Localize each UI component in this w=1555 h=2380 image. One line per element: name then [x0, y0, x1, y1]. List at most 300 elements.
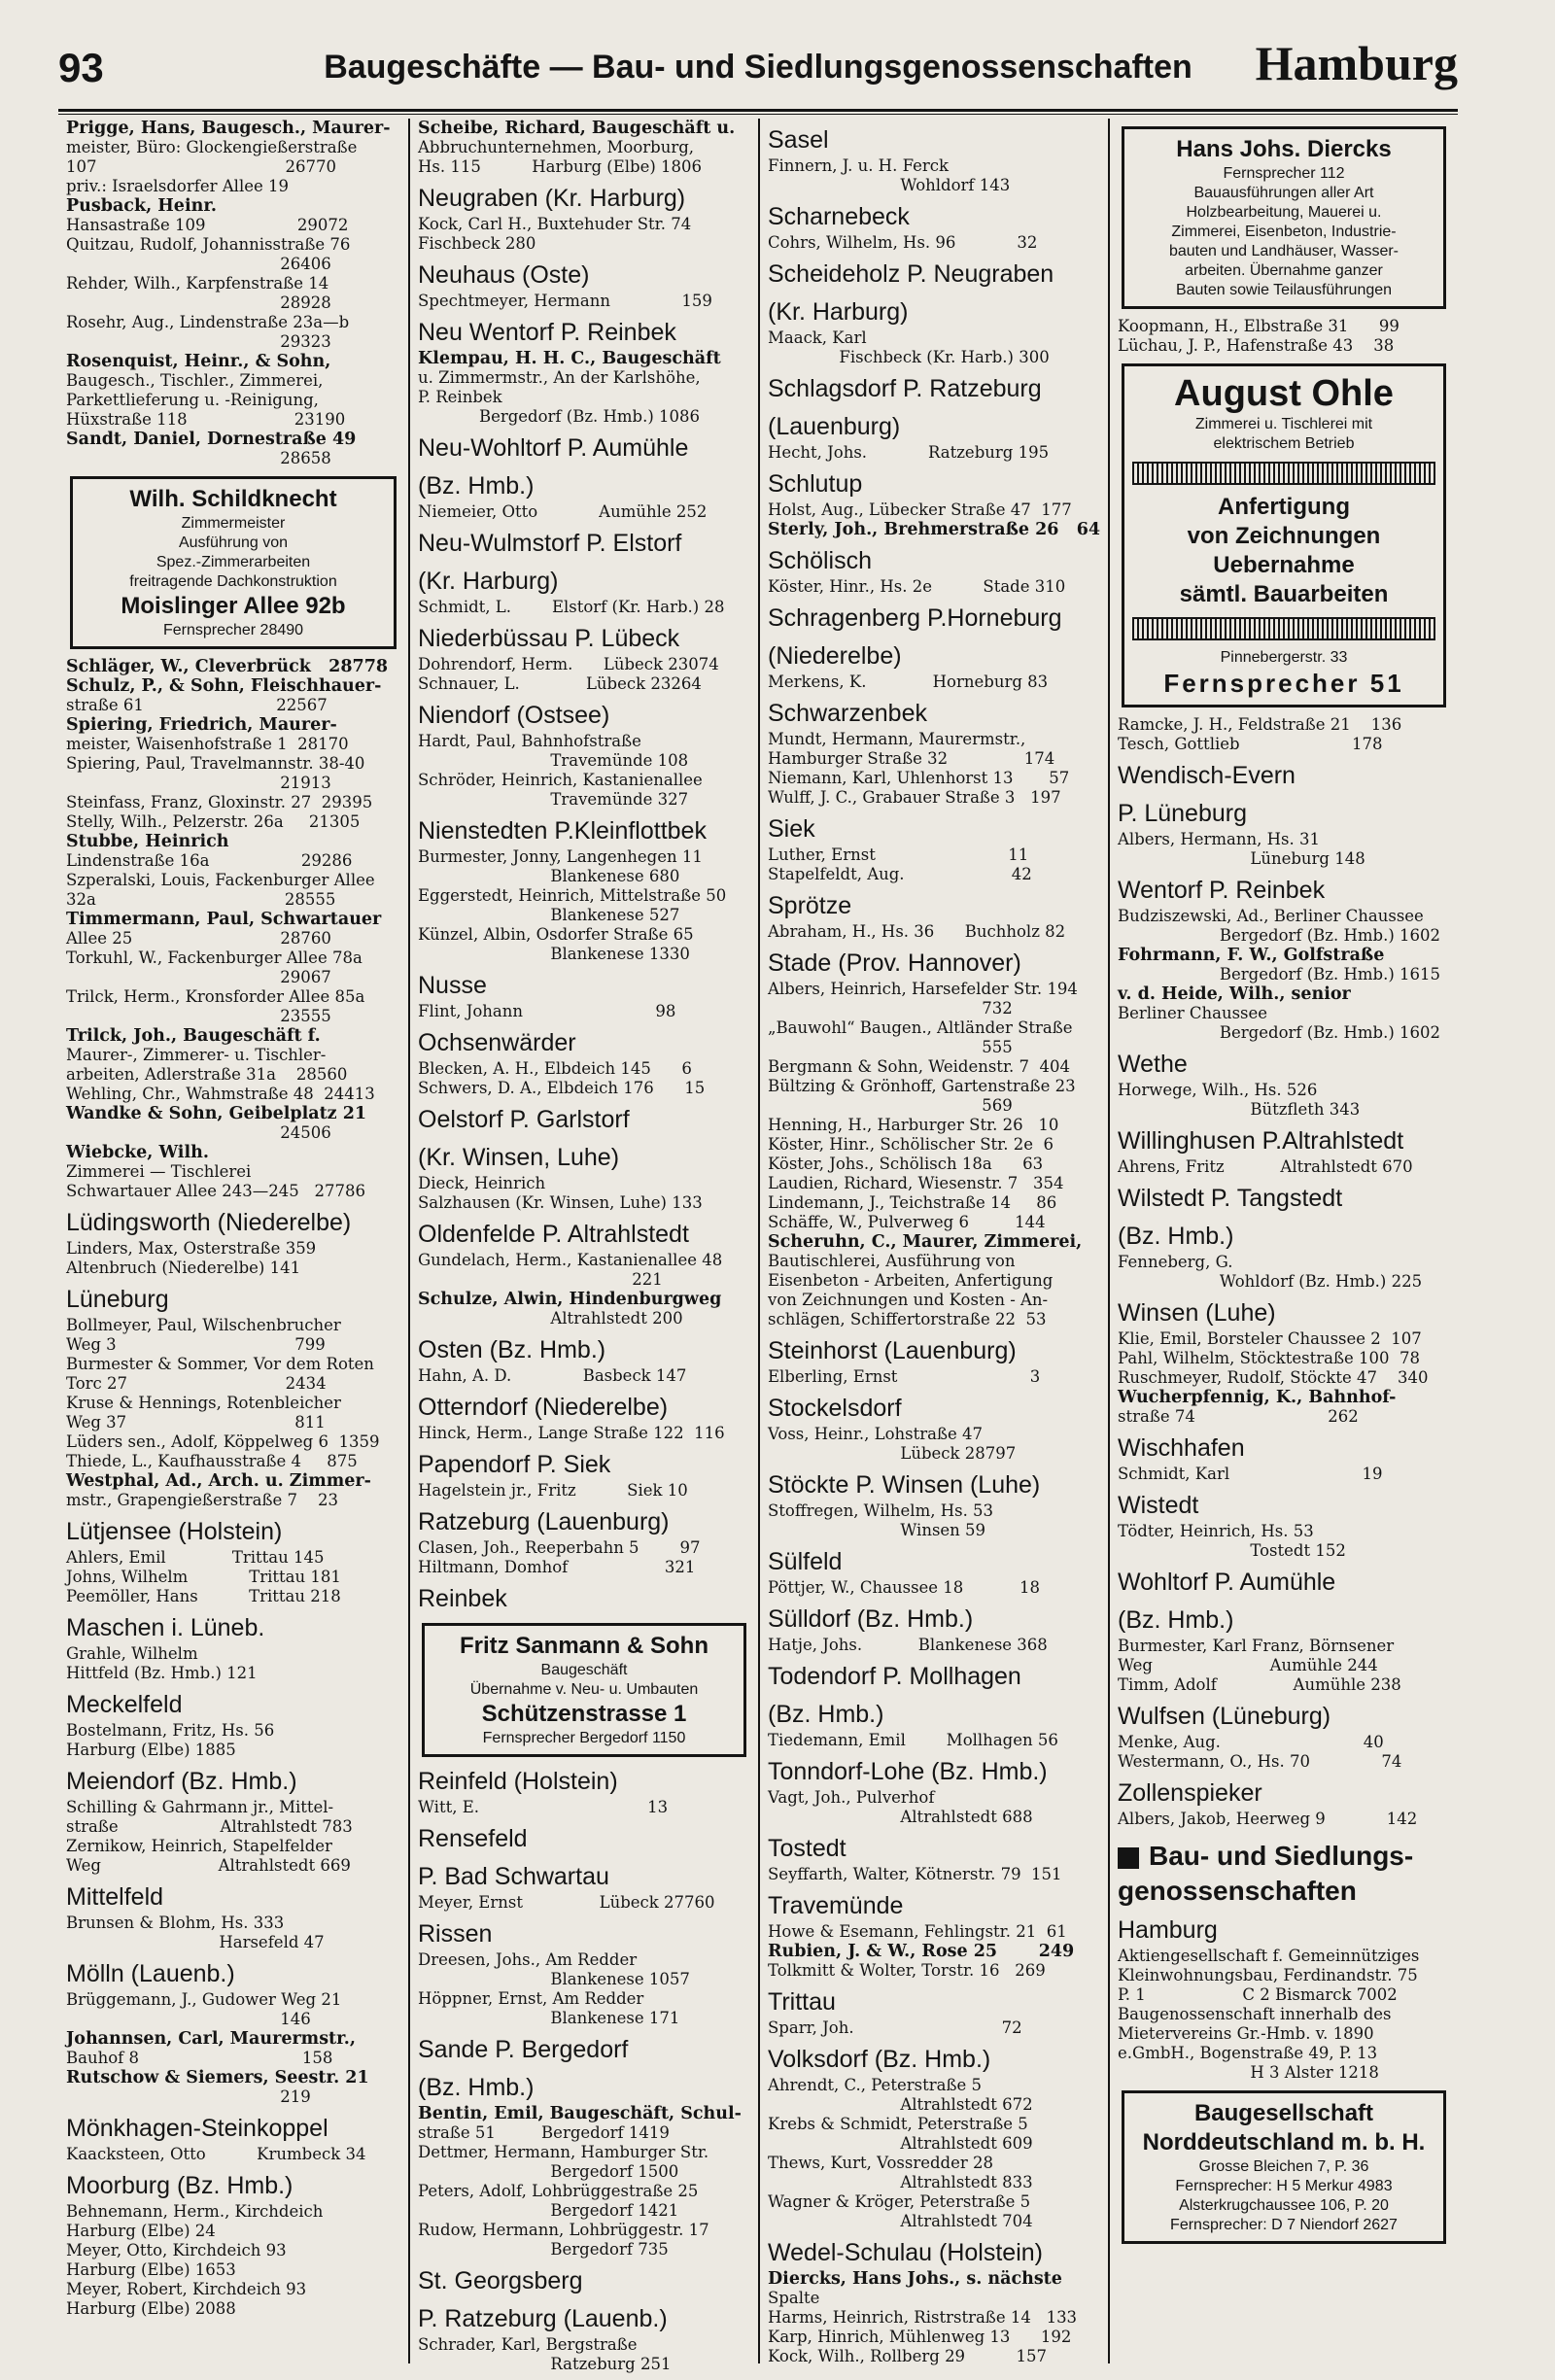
page-title: Baugeschäfte — Bau- und Siedlungsgenossenschaften [324, 49, 1192, 86]
listing-line: H 3 Alster 1218 [1118, 2063, 1379, 2082]
listing-line: Schulze, Alwin, Hindenburgweg [418, 1290, 722, 1309]
ad-line: Norddeutschland m. b. H. [1142, 2129, 1426, 2156]
listing-line: Bergmann & Sohn, Weidenstr. 7 404 [768, 1057, 1070, 1076]
listing-line: Gundelach, Herm., Kastanienallee 48 [418, 1251, 723, 1269]
listing-line: Stoffregen, Wilhelm, Hs. 53 [768, 1501, 994, 1520]
listing-line: mstr., Grapengießerstraße 7 23 [66, 1491, 339, 1509]
listing-line: Altrahlstedt 672 [768, 2095, 1033, 2114]
place-heading: Oelstorf P. Garlstorf [418, 1106, 630, 1133]
place-heading: Rissen [418, 1920, 493, 1948]
listing-line: Brüggemann, J., Gudower Weg 21 [66, 1990, 342, 2009]
listing-line: Thiede, L., Kaufhausstraße 4 875 [66, 1452, 358, 1470]
listing-line: Maack, Karl [768, 328, 867, 347]
listing-line: Eggerstedt, Heinrich, Mittelstraße 50 [418, 886, 727, 905]
listing-line: Trilck, Herm., Kronsforder Allee 85a [66, 987, 365, 1006]
listing-line: Niemann, Karl, Uhlenhorst 13 57 [768, 769, 1070, 787]
listing-line: Seyffarth, Walter, Kötnerstr. 79 151 [768, 1865, 1062, 1883]
listing-line: Lübeck 28797 [768, 1444, 1017, 1463]
listing-line: Ahlers, Emil Trittau 145 [66, 1548, 325, 1567]
place-heading: Tonndorf-Lohe (Bz. Hmb.) [768, 1758, 1048, 1785]
listing-line: Hinck, Herm., Lange Straße 122 116 [418, 1424, 725, 1442]
place-heading: P. Ratzeburg (Lauenb.) [418, 2305, 668, 2332]
ad-line: Baugesellschaft [1193, 2100, 1374, 2126]
listing-line: Quitzau, Rudolf, Johannisstraße 76 [66, 235, 351, 254]
listing-line: Mietervereins Gr.-Hmb. v. 1890 [1118, 2024, 1374, 2043]
listing-line: Pusback, Heinr. [66, 196, 218, 216]
place-heading: Mittelfeld [66, 1883, 164, 1911]
listing-line: Schläger, W., Cleverbrück 28778 [66, 657, 389, 676]
listing-line: Blankenese 1057 [418, 1970, 690, 1988]
place-heading: Stade (Prov. Hannover) [768, 949, 1021, 977]
listing-line: Lüchau, J. P., Hafenstraße 43 38 [1118, 336, 1395, 355]
ad-line: Übernahme v. Neu- u. Umbauten [469, 1681, 699, 1698]
section-title-cont: genossenschaften [1118, 1876, 1357, 1906]
listing-line: 26406 [66, 255, 331, 273]
place-heading: (Bz. Hmb.) [768, 1701, 884, 1728]
listing-line: Weg Aumühle 244 [1118, 1656, 1378, 1674]
listing-line: Witt, E. 13 [418, 1798, 669, 1816]
listing-line: Timm, Adolf Aumühle 238 [1118, 1675, 1401, 1694]
ad-line: arbeiten. Übernahme ganzer [1185, 262, 1383, 279]
listing-line: Dettmer, Hermann, Hamburger Str. [418, 2143, 709, 2161]
listing-line: Peemöller, Hans Trittau 218 [66, 1587, 341, 1605]
ad-line: bauten und Landhäuser, Wasser- [1168, 243, 1399, 259]
listing-line: Dieck, Heinrich [418, 1174, 546, 1192]
listing-line: Weg 3 799 [66, 1335, 326, 1354]
listing-line: schlägen, Schiffertorstraße 22 53 [768, 1310, 1047, 1328]
place-heading: Neu-Wohltorf P. Aumühle [418, 434, 689, 462]
listing-line: Brunsen & Blohm, Hs. 333 [66, 1914, 285, 1932]
listing-line: Dreesen, Johs., Am Redder [418, 1950, 638, 1969]
listing-line: Hatje, Johs. Blankenese 368 [768, 1636, 1048, 1654]
listing-line: 221 [418, 1270, 663, 1289]
ad-line: Wilh. Schildknecht [129, 486, 337, 512]
place-heading: Wulfsen (Lüneburg) [1118, 1703, 1331, 1730]
ad-line: sämtl. Bauarbeiten [1179, 581, 1389, 607]
place-heading: Todendorf P. Mollhagen [768, 1663, 1021, 1690]
listing-line: Kleinwohnungsbau, Ferdinandstr. 75 [1118, 1966, 1418, 1984]
listing-line: 219 [66, 2087, 311, 2106]
listing-line: Lindenstraße 16a 29286 [66, 851, 353, 870]
place-heading: Schölisch [768, 547, 872, 574]
listing-line: Elberling, Ernst 3 [768, 1367, 1041, 1386]
place-heading: Sülldorf (Bz. Hmb.) [768, 1605, 974, 1633]
listing-line: Kruse & Hennings, Rotenbleicher [66, 1394, 341, 1412]
place-heading: Niederbüssau P. Lübeck [418, 625, 680, 652]
listing-line: Karp, Hinrich, Mühlenweg 13 192 [768, 2328, 1072, 2346]
ad-line: Fernsprecher 51 [1163, 669, 1404, 698]
listing-line: Howe & Esemann, Fehlingstr. 21 61 [768, 1922, 1067, 1941]
ad-line: Schützenstrasse 1 [481, 1701, 687, 1727]
listing-line: Fohrmann, F. W., Golfstraße [1118, 946, 1385, 965]
ad-line: Uebernahme [1213, 552, 1355, 578]
listing-line: Altrahlstedt 200 [418, 1309, 683, 1328]
listing-line: Blankenese 1330 [418, 945, 690, 963]
place-heading: Schwarzenbek [768, 700, 927, 727]
listing-line: Harburg (Elbe) 2088 [66, 2299, 236, 2318]
listing-line: Luther, Ernst 11 [768, 845, 1029, 864]
listing-line: Laudien, Richard, Wiesenstr. 7 354 [768, 1174, 1064, 1192]
listing-line: Rehder, Wilh., Karpfenstraße 14 [66, 274, 329, 293]
header-rule-thin [58, 114, 1458, 115]
listing-line: arbeiten, Adlerstraße 31a 28560 [66, 1065, 348, 1084]
listing-line: Hecht, Johs. Ratzeburg 195 [768, 443, 1050, 462]
listing-line: Fischbeck 280 [418, 234, 536, 253]
listing-line: Pahl, Wilhelm, Stöcktestraße 100 78 [1118, 1349, 1420, 1367]
listing-line: Lüneburg 148 [1118, 849, 1365, 868]
place-heading: Scharnebeck [768, 203, 910, 230]
listing-line: Bergedorf 1500 [418, 2162, 679, 2181]
listing-line: Bautischlerei, Ausführung von [768, 1252, 1016, 1270]
listing-line: Burmester & Sommer, Vor dem Roten [66, 1355, 374, 1373]
listing-line: Schröder, Heinrich, Kastanienallee [418, 771, 703, 789]
listing-line: Klempau, H. H. C., Baugeschäft [418, 349, 721, 368]
listing-line: Schwartauer Allee 243—245 27786 [66, 1182, 365, 1200]
place-heading: (Kr. Harburg) [768, 298, 909, 326]
square-bullet-icon [1118, 1847, 1139, 1869]
listing-line: Johns, Wilhelm Trittau 181 [66, 1568, 341, 1586]
listing-line: Peters, Adolf, Lohbrüggestraße 25 [418, 2182, 699, 2200]
listing-line: Parkettlieferung u. -Reinigung, [66, 391, 319, 409]
listing-line: Blankenese 527 [418, 906, 680, 924]
listing-line: Künzel, Albin, Osdorfer Straße 65 [418, 925, 694, 944]
listing-line: Hahn, A. D. Basbeck 147 [418, 1366, 687, 1385]
listing-line: Bollmeyer, Paul, Wilschenbrucher [66, 1316, 341, 1334]
listing-line: Weg Altrahlstedt 669 [66, 1856, 351, 1875]
listing-line: straße Altrahlstedt 783 [66, 1817, 353, 1836]
listing-line: Fischbeck (Kr. Harb.) 300 [768, 348, 1050, 366]
listing-line: Wagner & Kröger, Peterstraße 5 [768, 2192, 1031, 2211]
listing-line: Koopmann, H., Elbstraße 31 99 [1118, 317, 1400, 335]
header-rule [58, 109, 1458, 112]
listing-line: Dohrendorf, Herm. Lübeck 23074 [418, 655, 719, 673]
listing-line: 146 [66, 2010, 311, 2028]
place-heading: Schlutup [768, 470, 863, 498]
listing-line: 24506 [66, 1123, 331, 1142]
place-heading: Niendorf (Ostsee) [418, 702, 610, 729]
listing-line: straße 51 Bergedorf 1419 [418, 2123, 670, 2142]
listing-line: Holst, Aug., Lübecker Straße 47 177 [768, 500, 1072, 519]
place-heading: (Kr. Winsen, Luhe) [418, 1144, 620, 1171]
listing-line: 28658 [66, 449, 331, 467]
listing-line: Torkuhl, W., Fackenburger Allee 78a [66, 949, 363, 967]
listing-line: Spalte [768, 2289, 820, 2307]
ad-line: Fernsprecher: D 7 Niendorf 2627 [1170, 2217, 1398, 2233]
place-heading: (Bz. Hmb.) [418, 2074, 535, 2101]
place-heading: Sprötze [768, 892, 852, 919]
listing-line: „Bauwohl“ Baugen., Altländer Straße [768, 1018, 1073, 1037]
listing-line: Klie, Emil, Borsteler Chaussee 2 107 [1118, 1329, 1422, 1348]
listing-line: Ramcke, J. H., Feldstraße 21 136 [1118, 715, 1402, 734]
listing-line: Hs. 115 Harburg (Elbe) 1806 [418, 157, 703, 176]
listing-line: Wohldorf (Bz. Hmb.) 225 [1118, 1272, 1423, 1291]
ad-line: Grosse Bleichen 7, P. 36 [1198, 2158, 1369, 2175]
listing-line: Finnern, J. u. H. Ferck [768, 156, 950, 175]
listing-line: Niemeier, Otto Aumühle 252 [418, 502, 708, 521]
listing-line: Tödter, Heinrich, Hs. 53 [1118, 1522, 1314, 1540]
listing-line: straße 61 22567 [66, 696, 328, 714]
listing-line: Hittfeld (Bz. Hmb.) 121 [66, 1664, 258, 1682]
listing-line: Spiering, Paul, Travelmannstr. 38-40 [66, 754, 365, 773]
listing-line: 555 [768, 1038, 1013, 1056]
decorative-rule [1132, 617, 1435, 640]
listing-line: Baugenossenschaft innerhalb des [1118, 2005, 1392, 2023]
listing-line: 23555 [66, 1007, 331, 1025]
listing-line: Baugesch., Tischler., Zimmerei, [66, 371, 324, 390]
listing-line: Travemünde 108 [418, 751, 689, 770]
listing-line: Merkens, K. Horneburg 83 [768, 673, 1049, 691]
place-heading: Trittau [768, 1988, 836, 2016]
listing-line: Bergedorf 735 [418, 2240, 669, 2259]
listing-line: Henning, H., Harburger Str. 26 10 [768, 1116, 1059, 1134]
place-heading: St. Georgsberg [418, 2267, 583, 2294]
listing-line: Rutschow & Siemers, Seestr. 21 [66, 2068, 369, 2087]
ad-line: Ausführung von [178, 535, 289, 551]
listing-line: Ratzeburg 251 [418, 2355, 672, 2373]
place-heading: Lütjensee (Holstein) [66, 1518, 283, 1545]
listing-line: Bergedorf (Bz. Hmb.) 1615 [1118, 965, 1440, 983]
place-heading: Reinfeld (Holstein) [418, 1768, 618, 1795]
listing-line: e.GmbH., Bogenstraße 49, P. 13 [1118, 2044, 1378, 2062]
listing-line: meister, Waisenhofstraße 1 28170 [66, 735, 349, 753]
place-heading: Travemünde [768, 1892, 904, 1919]
place-heading: Neugraben (Kr. Harburg) [418, 185, 686, 212]
place-heading: Scheideholz P. Neugraben [768, 260, 1054, 288]
section-heading [1118, 1839, 1450, 1909]
ad-line: Fernsprecher 28490 [162, 622, 304, 638]
ad-line: Fernsprecher Bergedorf 1150 [482, 1730, 686, 1746]
place-heading: Wistedt [1118, 1492, 1199, 1519]
listing-line: meister, Büro: Glockengießerstraße [66, 138, 358, 156]
listing-line: P. Reinbek [418, 388, 502, 406]
listing-line: Harburg (Elbe) 1653 [66, 2260, 236, 2279]
listing-line: Harburg (Elbe) 24 [66, 2222, 216, 2240]
ad-line: Spez.-Zimmerarbeiten [156, 554, 311, 570]
listing-line: Altrahlstedt 833 [768, 2173, 1033, 2191]
place-heading: Willinghusen P.Altrahlstedt [1118, 1127, 1404, 1155]
listing-line: 28928 [66, 293, 331, 312]
listing-line: Lindemann, J., Teichstraße 14 86 [768, 1193, 1057, 1212]
listing-line: Harms, Heinrich, Ristrstraße 14 133 [768, 2308, 1078, 2327]
listing-line: Hagelstein jr., Fritz Siek 10 [418, 1481, 688, 1500]
place-heading: Mönkhagen-Steinkoppel [66, 2115, 328, 2142]
place-heading: Hamburg [1118, 1916, 1218, 1944]
listing-line: 32a 28555 [66, 890, 336, 909]
ad-line: Bauausführungen aller Art [1193, 185, 1374, 201]
place-heading: P. Lüneburg [1118, 800, 1247, 827]
listing-line: Burmester, Jonny, Langenhegen 11 [418, 847, 703, 866]
listing-line: Harsefeld 47 [66, 1933, 325, 1951]
place-heading: Steinhorst (Lauenburg) [768, 1337, 1017, 1364]
column-4 [1108, 119, 1458, 2363]
ad-line: elektrischem Betrieb [1213, 435, 1355, 452]
listing-line: 569 [768, 1096, 1013, 1115]
place-heading: Mölln (Lauenb.) [66, 1960, 235, 1987]
place-heading: Ratzeburg (Lauenburg) [418, 1508, 670, 1535]
place-heading: Osten (Bz. Hmb.) [418, 1336, 606, 1363]
listing-line: Wandke & Sohn, Geibelplatz 21 [66, 1104, 367, 1123]
listing-line: Zernikow, Heinrich, Stapelfelder [66, 1837, 332, 1855]
columns [58, 119, 1458, 2373]
listing-line: 107 26770 [66, 157, 337, 176]
place-heading: Lüdingsworth (Niederelbe) [66, 1209, 352, 1236]
listing-line: Wiebcke, Wilh. [66, 1143, 209, 1162]
listing-line: Diercks, Hans Johs., s. nächste [768, 2269, 1062, 2289]
listing-line: Blankenese 171 [418, 2009, 680, 2027]
listing-line: Scheibe, Richard, Baugeschäft u. [418, 119, 736, 138]
ad-line: Zimmerei u. Tischlerei mit [1194, 416, 1373, 432]
listing-line: Albers, Hermann, Hs. 31 [1118, 830, 1320, 848]
column-3 [758, 119, 1108, 2363]
ad-line: August Ohle [1174, 373, 1394, 414]
listing-line: Stapelfeldt, Aug. 42 [768, 865, 1032, 883]
listing-line: Thews, Kurt, Vossredder 28 [768, 2154, 994, 2172]
listing-line: Spechtmeyer, Hermann 159 [418, 292, 712, 310]
listing-line: Blankenese 680 [418, 867, 680, 885]
place-heading: Wilstedt P. Tangstedt [1118, 1185, 1343, 1212]
listing-line: Fenneberg, G. [1118, 1253, 1233, 1271]
listing-line: Ahrens, Fritz Altrahlstedt 670 [1118, 1157, 1413, 1176]
ad-line: Moislinger Allee 92b [121, 593, 346, 619]
listing-line: Stubbe, Heinrich [66, 832, 229, 851]
place-heading: Siek [768, 815, 815, 843]
listing-line: Timmermann, Paul, Schwartauer [66, 910, 382, 929]
listing-line: Lüders sen., Adolf, Köppelweg 6 1359 [66, 1432, 380, 1451]
listing-line: Behnemann, Herm., Kirchdeich [66, 2202, 324, 2221]
listing-line: Burmester, Karl Franz, Börnsener [1118, 1637, 1395, 1655]
place-heading: Wentorf P. Reinbek [1118, 877, 1326, 904]
listing-line: Kock, Wilh., Rollberg 29 157 [768, 2347, 1048, 2365]
listing-line: Pöttjer, W., Chaussee 18 18 [768, 1578, 1040, 1597]
advertisement-box [1122, 126, 1446, 309]
place-heading: (Bz. Hmb.) [1118, 1223, 1234, 1250]
listing-line: Hardt, Paul, Bahnhofstraße [418, 732, 641, 750]
place-heading: Meiendorf (Bz. Hmb.) [66, 1768, 297, 1795]
decorative-rule [1132, 462, 1435, 485]
listing-line: Hansastraße 109 29072 [66, 216, 349, 234]
place-heading: Nienstedten P.Kleinflottbek [418, 817, 707, 845]
place-heading: Otterndorf (Niederelbe) [418, 1394, 669, 1421]
listing-line: Bostelmann, Fritz, Hs. 56 [66, 1721, 275, 1740]
listing-line: Steinfass, Franz, Gloxinstr. 27 29395 [66, 793, 373, 811]
listing-line: Schwers, D. A., Elbdeich 176 15 [418, 1079, 706, 1097]
place-heading: Wohltorf P. Aumühle [1118, 1569, 1336, 1596]
listing-line: Hamburger Straße 32 174 [768, 749, 1055, 768]
listing-line: Grahle, Wilhelm [66, 1644, 198, 1663]
listing-line: Hüxstraße 118 23190 [66, 410, 346, 429]
place-heading: Nusse [418, 972, 487, 999]
listing-line: 21913 [66, 774, 331, 792]
listing-line: Budziszewski, Ad., Berliner Chaussee [1118, 907, 1424, 925]
listing-line: Albers, Heinrich, Harsefelder Str. 194 [768, 980, 1078, 998]
listing-line: Westphal, Ad., Arch. u. Zimmer- [66, 1471, 371, 1491]
listing-line: Köster, Hinr., Schölischer Str. 2e 6 [768, 1135, 1054, 1154]
listing-line: Salzhausen (Kr. Winsen, Luhe) 133 [418, 1193, 703, 1212]
listing-line: Abbruchunternehmen, Moorburg, [418, 138, 695, 156]
listing-line: Wulff, J. C., Grabauer Straße 3 197 [768, 788, 1061, 807]
place-heading: Ochsenwärder [418, 1029, 576, 1056]
place-heading: (Bz. Hmb.) [418, 472, 535, 500]
listing-line: Rubien, J. & W., Rose 25 249 [768, 1942, 1075, 1961]
listing-line: Schulz, P., & Sohn, Fleischhauer- [66, 676, 382, 696]
listing-line: Bauhof 8 158 [66, 2049, 333, 2067]
listing-line: Kaacksteen, Otto Krumbeck 34 [66, 2145, 366, 2163]
listing-line: Johannsen, Carl, Maurermstr., [66, 2029, 356, 2049]
listing-line: Stelly, Wilh., Pelzerstr. 26a 21305 [66, 812, 361, 831]
listing-line: Kock, Carl H., Buxtehuder Str. 74 [418, 215, 692, 233]
page-number: 93 [58, 45, 104, 90]
place-heading: Wethe [1118, 1051, 1188, 1078]
listing-line: Weg 37 811 [66, 1413, 326, 1431]
listing-line: Altenbruch (Niederelbe) 141 [66, 1259, 301, 1277]
ad-line: Bauten sowie Teilausführungen [1175, 282, 1393, 298]
listing-line: Albers, Jakob, Heerweg 9 142 [1118, 1810, 1418, 1828]
listing-line: von Zeichnungen und Kosten - An- [768, 1291, 1049, 1309]
ad-line: von Zeichnungen [1187, 523, 1381, 549]
listing-line: Köster, Johs., Schölisch 18a 63 [768, 1155, 1044, 1173]
advertisement-box [422, 1623, 746, 1757]
place-heading: Volksdorf (Bz. Hmb.) [768, 2046, 991, 2073]
place-heading: (Niederelbe) [768, 642, 902, 670]
listing-line: Szperalski, Louis, Fackenburger Allee [66, 871, 375, 889]
listing-line: Sandt, Daniel, Dornestraße 49 [66, 430, 357, 449]
place-heading: Rensefeld [418, 1825, 528, 1852]
listing-line: Wehling, Chr., Wahmstraße 48 24413 [66, 1085, 375, 1103]
listing-line: straße 74 262 [1118, 1407, 1359, 1426]
listing-line: Travemünde 327 [418, 790, 689, 809]
listing-line: Schmidt, L. Elstorf (Kr. Harb.) 28 [418, 598, 725, 616]
ad-line: Fritz Sanmann & Sohn [459, 1633, 708, 1659]
listing-line: Trilck, Joh., Baugeschäft f. [66, 1026, 321, 1046]
listing-line: Eisenbeton - Arbeiten, Anfertigung [768, 1271, 1054, 1290]
listing-line: Voss, Heinr., Lohstraße 47 [768, 1425, 983, 1443]
place-heading: Winsen (Luhe) [1118, 1299, 1276, 1327]
listing-line: Tolkmitt & Wolter, Torstr. 16 269 [768, 1961, 1046, 1980]
listing-line: Horwege, Wilh., Hs. 526 [1118, 1081, 1318, 1099]
place-heading: Tostedt [768, 1835, 847, 1862]
column-2 [408, 119, 758, 2373]
listing-line: Maurer-, Zimmerer- u. Tischler- [66, 1046, 327, 1064]
listing-line: Linders, Max, Osterstraße 359 [66, 1239, 317, 1258]
listing-line: Hiltmann, Domhof 321 [418, 1558, 696, 1576]
listing-line: Tiedemann, Emil Mollhagen 56 [768, 1731, 1058, 1749]
ad-line: Holzbearbeitung, Mauerei u. [1186, 204, 1382, 221]
place-heading: P. Bad Schwartau [418, 1863, 609, 1890]
place-heading: (Kr. Harburg) [418, 568, 559, 595]
listing-line: Clasen, Joh., Reeperbahn 5 97 [418, 1538, 701, 1557]
ad-line: Baugeschäft [540, 1662, 628, 1678]
place-heading: Wischhafen [1118, 1434, 1245, 1462]
page-header [58, 29, 1458, 111]
place-heading: Stockelsdorf [768, 1395, 902, 1422]
place-heading: Papendorf P. Siek [418, 1451, 611, 1478]
listing-line: Bützfleth 343 [1118, 1100, 1361, 1119]
listing-line: Berliner Chaussee [1118, 1004, 1268, 1022]
listing-line: P. 1 C 2 Bismarck 7002 [1118, 1985, 1398, 2004]
listing-line: Höppner, Ernst, Am Redder [418, 1989, 644, 2008]
place-heading: Moorburg (Bz. Hmb.) [66, 2172, 294, 2199]
listing-line: Altrahlstedt 609 [768, 2134, 1033, 2153]
listing-line: Torc 27 2434 [66, 1374, 327, 1393]
listing-line: Bergedorf (Bz. Hmb.) 1602 [1118, 1023, 1440, 1042]
listing-line: Westermann, O., Hs. 70 74 [1118, 1752, 1402, 1771]
place-heading: Meckelfeld [66, 1691, 183, 1718]
listing-line: Zimmerei — Tischlerei [66, 1162, 252, 1181]
listing-line: Schilling & Gahrmann jr., Mittel- [66, 1798, 334, 1816]
listing-line: Scheruhn, C., Maurer, Zimmerei, [768, 1232, 1083, 1252]
listing-line: Sterly, Joh., Brehmerstraße 26 64 [768, 520, 1101, 539]
listing-line: Schäffe, W., Pulverweg 6 144 [768, 1213, 1046, 1231]
